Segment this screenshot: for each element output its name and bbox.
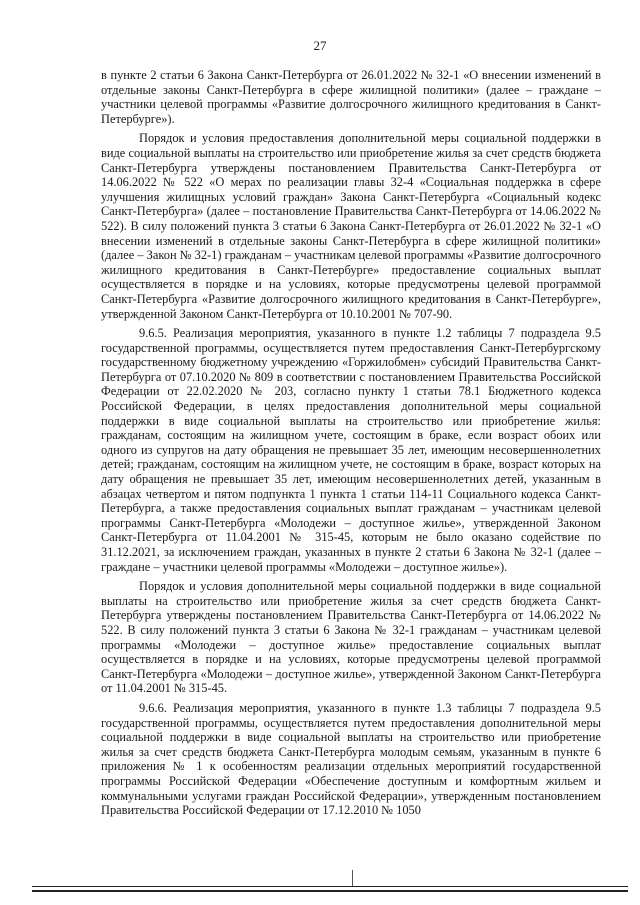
paragraph-procedure-youth-housing: Порядок и условия дополнительной меры социальной поддержки в виде социальной выплаты на строительство или приобретение жилья за счет средств бюджета Санкт-Петербурга утверждены постановлением Правительства Санкт-Петербурга от 14.06.2022 № 522. В силу положений пункта 3 статьи 6 Закона № 32-1 гражданам – участникам целевой программы «Молодежи – доступное жилье» предоставление социальных выплат осуществляется в порядке и на условиях, которые предусмотрены целевой программой Санкт-Петербурга «Молодежи – доступное жилье», утвержденной Законом Санкт-Петербурга от 11.04.2001 № 315-45. (101, 579, 601, 696)
scan-artifact-mark (352, 870, 353, 886)
paragraph-procedure-long-term-credit: Порядок и условия предоставления дополнительной меры социальной поддержки в виде социальной выплаты на строительство или приобретение жилья за счет средств бюджета Санкт-Петербурга утверждены постановлением Правительства Санкт-Петербурга от 14.06.2022 № 522 «О мерах по реализации главы 32-4 «Социальная поддержка в сфере улучшения жилищных условий граждан» Закона Санкт-Петербурга «Социальный кодекс Санкт-Петербурга» (далее – постановление Правительства Санкт-Петербурга от 14.06.2022 № 522). В силу положений пункта 3 статьи 6 Закона Санкт-Петербурга от 26.01.2022 № 32-1 «О внесении изменений в отдельные законы Санкт-Петербурга в сфере жилищной политики» (далее – Закон № 32-1) гражданам – участникам целевой программы «Развитие долгосрочного жилищного кредитования в Санкт-Петербурге» предоставление социальных выплат осуществляется в порядке и на условиях, которые предусмотрены целевой программой Санкт-Петербурга «Развитие долгосрочного жилищного кредитования в Санкт-Петербурге», утвержденной Законом Санкт-Петербурга от 10.10.2001 № 707-90. (101, 131, 601, 321)
paragraph-9-6-6: 9.6.6. Реализация мероприятия, указанного в пункте 1.3 таблицы 7 подраздела 9.5 государственной программы, осуществляется путем предоставления дополнительной меры социальной поддержки в виде социальной выплаты на строительство или приобретение жилья за счет средств бюджета Санкт-Петербурга молодым семьям, указанным в пункте 6 приложения № 1 к особенностям реализации отдельных мероприятий государственной программы Российской Федерации «Обеспечение доступным и комфортным жильем и коммунальными услугами граждан Российской Федерации», утвержденным постановлением Правительства Российской Федерации от 17.12.2010 № 1050 (101, 700, 601, 818)
page-number: 27 (313, 38, 327, 53)
paragraph-continuation: в пункте 2 статьи 6 Закона Санкт-Петербурга от 26.01.2022 № 32-1 «О внесении изменений в отдельные законы Санкт-Петербурга в сфере жилищной политики» (далее – граждане – участники целевой программы «Развитие долгосрочного жилищного кредитования в Санкт-Петербурге»). (101, 68, 601, 126)
bottom-rule-double (32, 890, 628, 892)
paragraph-9-6-5: 9.6.5. Реализация мероприятия, указанного в пункте 1.2 таблицы 7 подраздела 9.5 государственной программы, осуществляется путем предоставления Санкт-Петербургскому государственному бюджетному учреждению «Горжилобмен» субсидий Правительства Санкт-Петербурга от 07.10.2020 № 809 в соответствии с постановлением Правительства Российской Федерации от 22.02.2020 № 203, согласно пункту 1 статьи 78.1 Бюджетного кодекса Российской Федерации, в целях предоставления дополнительной меры социальной поддержки в виде социальной выплаты на строительство или приобретение жилья: гражданам, состоящим на жилищном учете, состоящим в браке, если возраст обоих или одного из супругов на дату обращения не превышает 35 лет, имеющим несовершеннолетних детей; гражданам, состоящим на жилищном учете, не состоящим в браке, возраст которых на дату обращения не превышает 35 лет, имеющим несовершеннолетних детей, указанным в абзацах четвертом и пятом подпункта 1 пункта 1 статьи 114-11 Социального кодекса Санкт-Петербурга, а также предоставления социальных выплат гражданам – участникам целевой программы Санкт-Петербурга «Молодежи – доступное жилье», утвержденной Законом Санкт-Петербурга от 11.04.2001 № 315-45, которым не было оказано содействие по 31.12.2021, за исключением граждан, указанных в пункте 2 статьи 6 Закона № 32-1 (далее – граждане – участники целевой программы «Молодежи – доступное жилье»). (101, 326, 601, 574)
bottom-rule (32, 886, 628, 887)
document-body (101, 68, 601, 823)
